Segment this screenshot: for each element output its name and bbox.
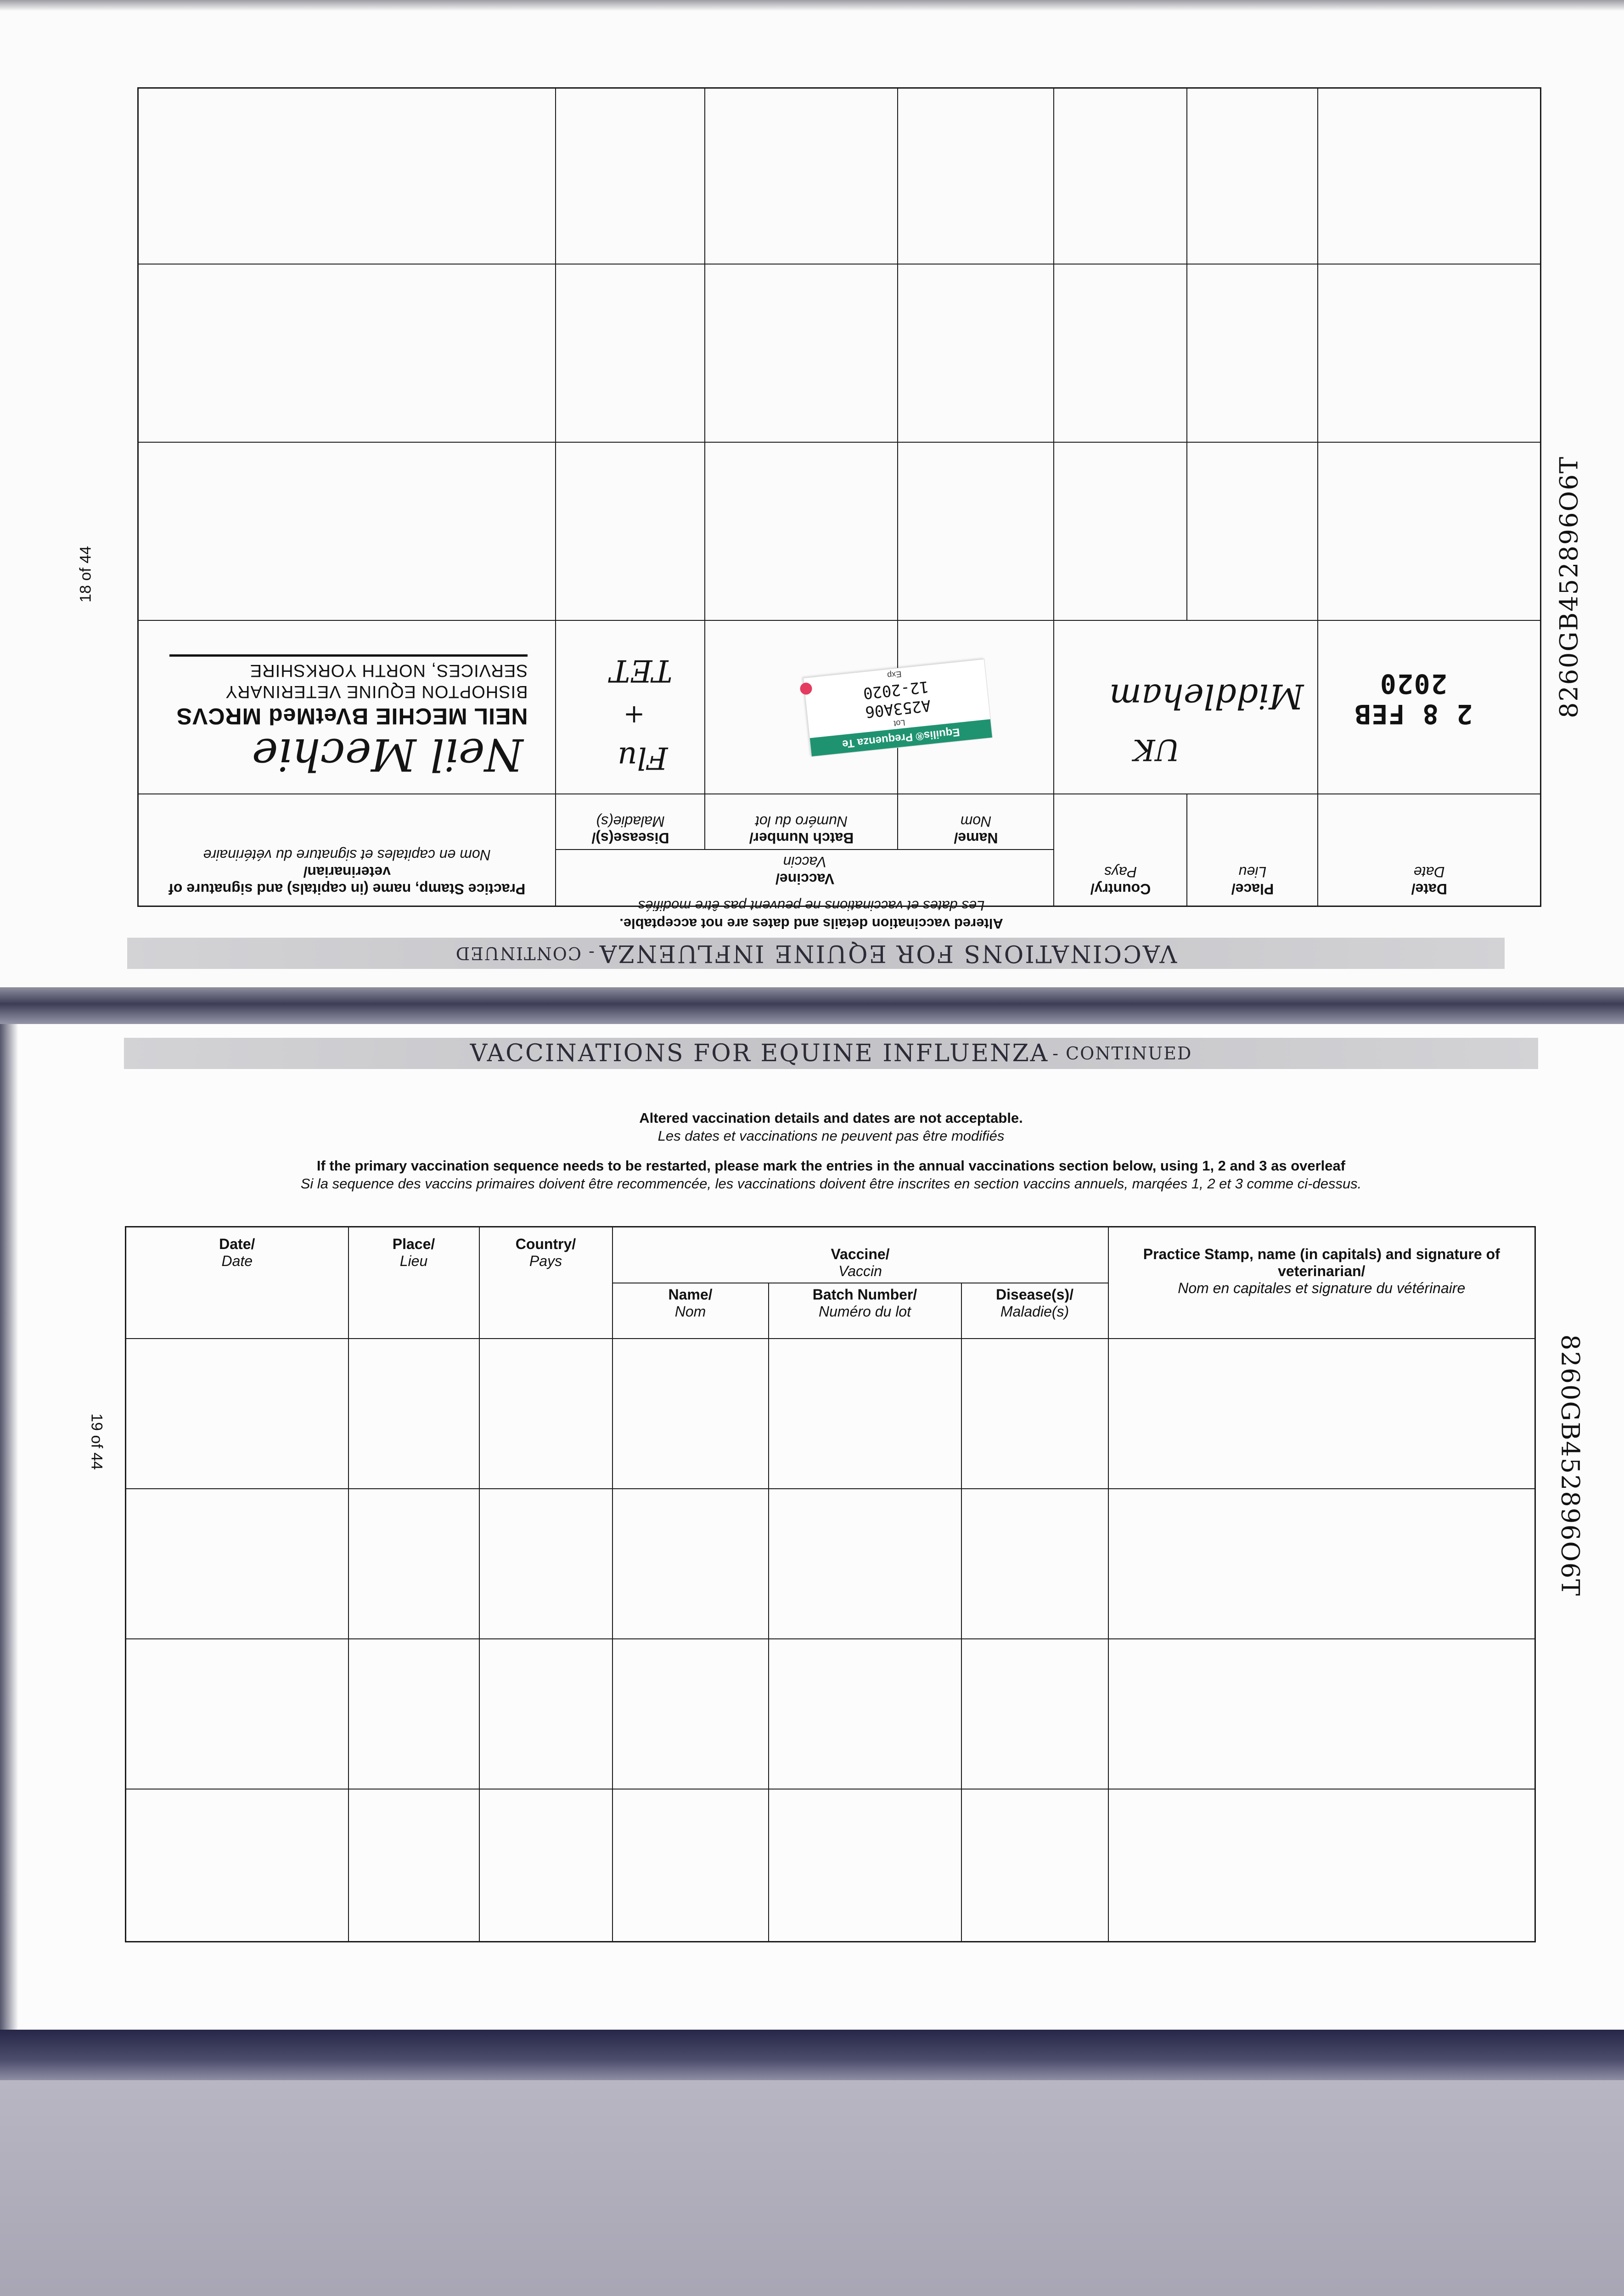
vet-practice-line-2: SERVICES, NORTH YORKSHIRE — [249, 661, 528, 681]
disease-flu: Flu — [618, 740, 668, 776]
vet-practice-stamp — [169, 654, 528, 730]
disease-plus: + — [623, 700, 645, 730]
expiry-date: 12-2020 — [862, 677, 930, 703]
page-number-18: 18 of 44 — [77, 546, 95, 602]
table-cell — [348, 1339, 479, 1489]
header-diseases: Disease(s)/ Maladie(s) — [556, 794, 705, 850]
restart-fr: Si la sequence des vaccins primaires doivent être recommencée, les vaccinations doivent être inscrites en section vaccins annuels, marqées 1, 2 et 3 comme ci-dessus. — [300, 1175, 1362, 1192]
table-cell — [348, 1789, 479, 1941]
table-cell — [1187, 442, 1318, 620]
table-cell — [961, 1339, 1108, 1489]
table-cell — [1318, 88, 1541, 264]
table-cell — [961, 1639, 1108, 1789]
header-practice-stamp: Practice Stamp, name (in capitals) and signature of veterinarian/ Nom en capitales et signature du vétérinaire — [1108, 1227, 1535, 1339]
header-country: Country/ Pays — [1054, 794, 1187, 906]
notice-fr: Les dates et vaccinations ne peuvent pas être modifiés — [657, 1127, 1005, 1144]
table-cell — [898, 264, 1054, 442]
header-batch-number: Batch Number/ Numéro du lot — [705, 794, 898, 850]
table-cell — [479, 1339, 613, 1489]
passport-id-page-19: 8260GB452896O6T — [1556, 1334, 1585, 1597]
vet-name: NEIL MECHIE BVetMed MRCVS — [176, 703, 528, 730]
page-19 — [0, 1024, 1624, 2030]
table-cell — [126, 1489, 348, 1639]
table-cell — [1318, 264, 1541, 442]
entry-place-country-cell — [1054, 620, 1318, 794]
header-vaccine: Vaccine/ Vaccin — [556, 850, 1054, 906]
table-cell — [1187, 264, 1318, 442]
page-18-vaccination-table — [137, 87, 1541, 907]
table-cell — [1108, 1639, 1535, 1789]
table-cell — [769, 1789, 961, 1941]
header-practice-stamp: Practice Stamp, name (in capitals) and signature of veterinarian/ Nom en capitales et signature du vétérinaire — [138, 794, 556, 906]
country-handwriting: UK — [1133, 732, 1180, 767]
page-19-notice — [505, 1109, 1157, 1145]
table-cell — [1108, 1339, 1535, 1489]
notice-en: Altered vaccination details and dates are not acceptable. — [619, 916, 1003, 932]
table-cell — [556, 88, 705, 264]
table-cell — [1054, 442, 1187, 620]
table-cell — [1054, 264, 1187, 442]
header-diseases: Disease(s)/ Maladie(s) — [961, 1283, 1108, 1339]
table-cell — [898, 88, 1054, 264]
entry-batch-cell — [705, 620, 961, 794]
table-cell — [613, 1339, 769, 1489]
table-cell — [1187, 88, 1318, 264]
table-cell — [705, 88, 898, 264]
table-cell — [961, 1489, 1108, 1639]
place-handwriting: Middleham — [1109, 676, 1304, 716]
entry-date-cell — [1318, 620, 1541, 794]
disease-tet: TET — [610, 653, 673, 689]
table-cell — [898, 442, 1054, 620]
header-batch-number: Batch Number/ Numéro du lot — [769, 1283, 961, 1339]
passport-id-page-18: 8260GB452896O6T — [1554, 456, 1584, 719]
notice-en: Altered vaccination details and dates are not acceptable. — [639, 1110, 1023, 1126]
table-cell — [769, 1489, 961, 1639]
table-cell — [705, 442, 898, 620]
banner-suffix: - CONTINUED — [1052, 1043, 1192, 1064]
table-cell — [479, 1489, 613, 1639]
table-cell — [769, 1639, 961, 1789]
page-18-banner — [127, 938, 1505, 969]
table-cell — [138, 88, 556, 264]
table-cell — [479, 1789, 613, 1941]
table-cell — [556, 264, 705, 442]
book-spine — [0, 987, 1624, 1024]
table-cell — [1108, 1789, 1535, 1941]
header-date: Date/ Date — [126, 1227, 348, 1339]
page-18 — [0, 0, 1624, 987]
batch-number: A253A06 — [864, 696, 932, 721]
table-cell — [138, 264, 556, 442]
table-cell — [613, 1639, 769, 1789]
header-country: Country/ Pays — [479, 1227, 613, 1339]
table-cell — [769, 1339, 961, 1489]
scanner-bed — [0, 2080, 1624, 2296]
table-cell — [613, 1489, 769, 1639]
header-name: Name/ Nom — [613, 1283, 769, 1339]
entry-practice-stamp-cell — [138, 620, 556, 794]
table-cell — [556, 442, 705, 620]
table-cell — [479, 1639, 613, 1789]
date-stamp: 2 8 FEB 2020 — [1354, 668, 1472, 730]
header-vaccine: Vaccine/ Vaccin — [613, 1227, 1108, 1283]
header-place: Place/ Lieu — [1187, 794, 1318, 906]
batch-prefix: Lot — [893, 718, 906, 729]
banner-title: VACCINATIONS FOR EQUINE INFLUENZA — [470, 1040, 1049, 1067]
banner-suffix: - CONTINUED — [455, 943, 595, 963]
table-cell — [613, 1789, 769, 1941]
table-cell — [126, 1639, 348, 1789]
vet-practice-line-1: BISHOPTON EQUINE VETERINARY — [225, 681, 528, 701]
stamp-underline — [169, 654, 528, 657]
book-cover — [0, 2030, 1624, 2080]
notice-fr: Les dates et vaccinations ne peuvent pas être modifiés — [638, 898, 985, 914]
vet-signature: Neil Mechie — [252, 729, 523, 781]
table-cell — [1318, 442, 1541, 620]
header-place: Place/ Lieu — [348, 1227, 479, 1339]
table-cell — [1054, 88, 1187, 264]
table-cell — [1108, 1489, 1535, 1639]
header-name: Name/ Nom — [898, 794, 1054, 850]
page-number-19: 19 of 44 — [88, 1413, 106, 1470]
table-cell — [961, 1789, 1108, 1941]
table-cell — [348, 1489, 479, 1639]
restart-en: If the primary vaccination sequence needs to be restarted, please mark the entries in the annual vaccinations section below, using 1, 2 and 3 as overleaf — [316, 1158, 1346, 1174]
vaccine-label: Equilis® Prequenza Te — [810, 720, 992, 757]
table-cell — [138, 442, 556, 620]
table-cell — [348, 1639, 479, 1789]
banner-title: VACCINATIONS FOR EQUINE INFLUENZA — [598, 940, 1177, 967]
page-19-restart-instruction — [138, 1157, 1524, 1193]
table-cell — [705, 264, 898, 442]
table-cell — [126, 1339, 348, 1489]
header-date: Date/ Date — [1318, 794, 1541, 906]
entry-diseases-cell — [556, 620, 705, 794]
page-19-banner — [124, 1038, 1538, 1069]
expiry-prefix: Exp — [887, 670, 902, 681]
page-19-vaccination-table — [125, 1226, 1536, 1942]
table-cell — [126, 1789, 348, 1941]
